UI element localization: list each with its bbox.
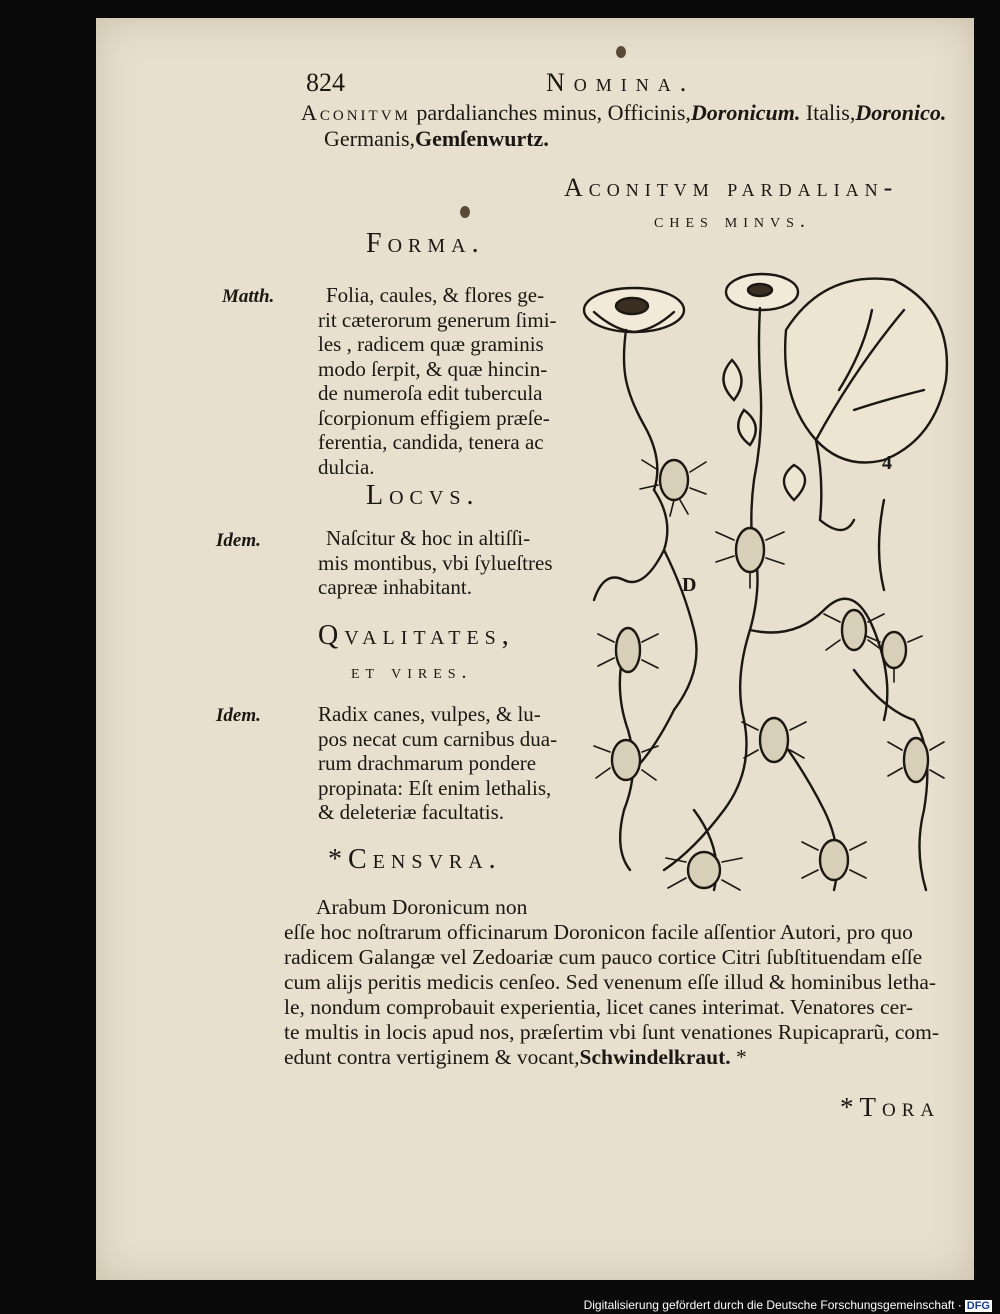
forma-paragraph bbox=[318, 283, 557, 479]
text-line: Naſcitur & hoc in altiſſi- bbox=[326, 526, 531, 550]
text-line: modo ſerpit, & quæ hincin- bbox=[318, 356, 548, 381]
qualitates-margin-note: Idem. bbox=[216, 705, 261, 726]
text-line bbox=[284, 1045, 939, 1070]
book-page bbox=[96, 18, 974, 1280]
catchword: *Tora bbox=[840, 1092, 941, 1122]
intro-caps: Aconitvm bbox=[301, 100, 411, 125]
text-line: le, nondum comprobauit experientia, licet canes interimat. Venatores cer- bbox=[284, 995, 914, 1019]
text-line: cum alijs peritis medicis cenſeo. Sed venenum eſſe illud & hominibus letha- bbox=[284, 970, 937, 994]
figure-title-line-2: ches minvs. bbox=[654, 210, 811, 232]
page-number: 824 bbox=[306, 68, 345, 97]
credit-text: Digitalisierung gefördert durch die Deutsche Forschungsgemeinschaft · bbox=[583, 1298, 962, 1312]
figure-label-d: D bbox=[682, 574, 697, 596]
intro-line-2 bbox=[324, 126, 549, 152]
figure-title-line-1: Aconitvm pardalian- bbox=[564, 173, 899, 202]
leaf-large bbox=[785, 279, 947, 530]
flower-right bbox=[726, 274, 798, 540]
text-line: propinata: Eſt enim lethalis, bbox=[318, 775, 552, 800]
ink-spot bbox=[616, 46, 626, 58]
text-line: capreæ inhabitant. bbox=[318, 575, 472, 599]
forma-margin-note: Matth. bbox=[222, 286, 275, 307]
text-line: dulcia. bbox=[318, 454, 375, 479]
text-line: pos necat cum carnibus dua- bbox=[318, 726, 558, 751]
text-line: Radix canes, vulpes, & lu- bbox=[318, 702, 541, 726]
text-line: rum drachmarum pondere bbox=[318, 751, 537, 775]
qualitates-subheading: et vires. bbox=[351, 661, 473, 683]
digitization-credit bbox=[584, 1298, 992, 1312]
running-head: Nomina. bbox=[546, 68, 696, 97]
forma-heading: Forma. bbox=[366, 228, 485, 259]
intro-text-a: pardalianches minus, Officinis, bbox=[410, 100, 691, 125]
blackletter-word: Schwindelkraut. bbox=[579, 1045, 731, 1069]
text-line: radicem Galangæ vel Zedoariæ cum pauco cortice Citri ſubſtituendam eſſe bbox=[284, 945, 923, 969]
intro-text-c: Italis, bbox=[800, 100, 856, 125]
intro-text-d: Doronico. bbox=[855, 100, 947, 125]
text-line: les , radicem quæ graminis bbox=[318, 332, 544, 356]
censura-heading: *Censvra. bbox=[328, 844, 502, 875]
text-line: Folia, caules, & flores ge- bbox=[326, 283, 545, 307]
censura-first-line: Arabum Doronicum non bbox=[316, 895, 528, 919]
figure-label-4: 4 bbox=[882, 452, 892, 474]
qualitates-heading: Qvalitates, bbox=[318, 620, 515, 651]
intro-line2-b: Gemſenwurtz. bbox=[415, 126, 549, 151]
text-line: & deleteriæ facultatis. bbox=[318, 800, 505, 824]
censura-paragraph bbox=[284, 920, 939, 1070]
text-fragment: edunt contra vertiginem & vocant, bbox=[284, 1045, 580, 1069]
intro-text-b: Doronicum. bbox=[690, 100, 801, 125]
locus-heading: Locvs. bbox=[366, 480, 480, 511]
locus-paragraph bbox=[318, 526, 553, 600]
locus-margin-note: Idem. bbox=[216, 530, 261, 551]
text-line: ferentia, candida, tenera ac bbox=[318, 430, 544, 454]
intro-line2-a: Germanis, bbox=[324, 126, 416, 151]
text-fragment: * bbox=[730, 1045, 747, 1069]
text-line: ſcorpionum effigiem præſe- bbox=[318, 405, 550, 430]
dfg-logo: DFG bbox=[966, 1300, 990, 1312]
text-line: mis montibus, vbi ſylueſtres bbox=[318, 550, 553, 575]
text-line: te multis in locis apud nos, præſertim vbi ſunt venationes Rupicaprarũ, com- bbox=[284, 1020, 940, 1044]
text-line: eſſe hoc noſtrarum officinarum Doronicon facile aſſentior Autori, pro quo bbox=[284, 920, 913, 944]
text-line: de numeroſa edit tubercula bbox=[318, 381, 543, 405]
text-line: rit cæterorum generum ſimi- bbox=[318, 307, 557, 332]
ink-spot bbox=[460, 206, 470, 218]
qualitates-paragraph bbox=[318, 702, 557, 825]
plant-woodcut-illustration bbox=[554, 250, 958, 940]
flower-left bbox=[584, 288, 684, 490]
intro-line-1 bbox=[301, 100, 946, 126]
